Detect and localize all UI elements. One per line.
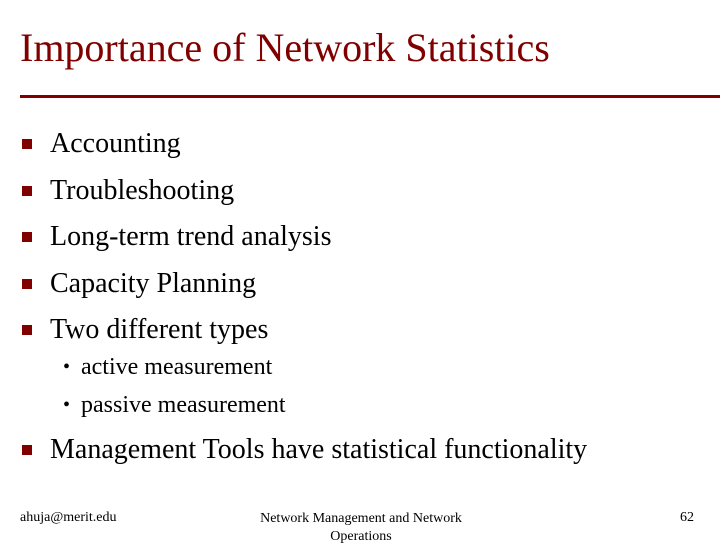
bullet-item (22, 261, 331, 308)
bullet-text: Accounting (50, 128, 181, 160)
dot-bullet-icon: • (63, 393, 71, 416)
square-bullet-icon (22, 186, 32, 196)
footer-course: Network Management and Network Operations (260, 511, 462, 545)
bullet-text: Capacity Planning (50, 267, 257, 299)
square-bullet-icon (22, 325, 32, 335)
dot-bullet-icon: • (63, 355, 71, 378)
square-bullet-icon (22, 445, 32, 455)
bullet-item (22, 214, 331, 261)
square-bullet-icon (22, 139, 32, 149)
bullet-text: Long-term trend analysis (50, 221, 332, 253)
bullet-item (22, 307, 331, 354)
bullet-text: Management Tools have statistical functionality (50, 434, 588, 465)
sub-bullet-text: active measurement (81, 353, 273, 380)
square-bullet-icon (22, 232, 32, 242)
sub-bullet-item (63, 386, 286, 424)
title-rule (20, 95, 720, 98)
bullet-item (22, 121, 331, 168)
sub-bullet-list (63, 348, 286, 424)
bullet-list (22, 121, 331, 354)
footer-email: ahuja@merit.edu (20, 510, 117, 525)
bullet-text: Two different types (50, 314, 269, 346)
sub-bullet-text: passive measurement (81, 391, 286, 418)
bullet-text: Troubleshooting (50, 174, 235, 206)
sub-bullet-item (63, 348, 286, 386)
bullet-item (22, 168, 331, 215)
square-bullet-icon (22, 279, 32, 289)
bullet-item-last (22, 427, 587, 473)
slide-title: Importance of Network Statistics (20, 25, 550, 70)
page-number: 62 (680, 510, 694, 525)
